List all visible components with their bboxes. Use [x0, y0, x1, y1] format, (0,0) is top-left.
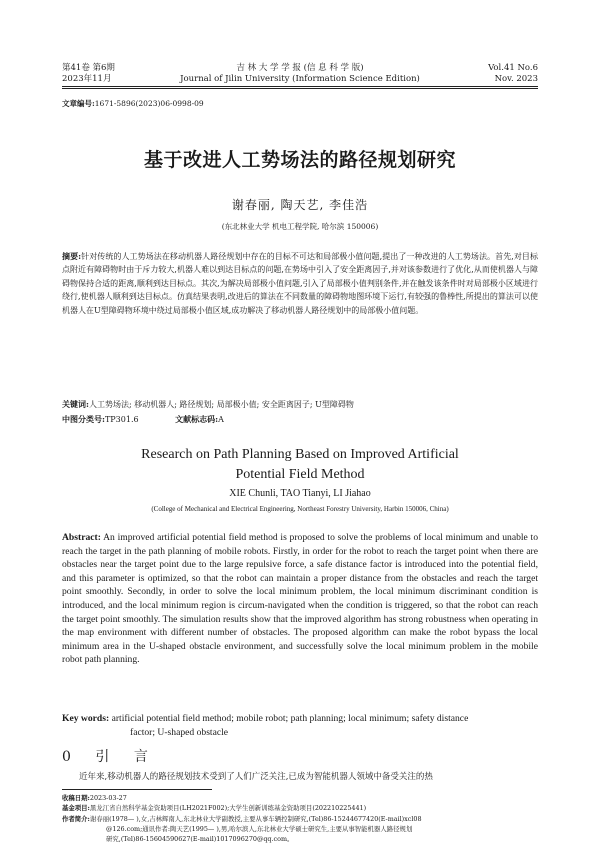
classification-line [62, 413, 224, 426]
footnote-fund [62, 803, 538, 813]
article-number-label: 文章编号: [62, 99, 95, 108]
abstract-cn [62, 250, 538, 317]
fund-label: 基金项目: [62, 804, 90, 813]
abstract-cn-text: 针对传统的人工势场法在移动机器人路径规划中存在的目标不可达和局部极小值问题,提出了一种改进的人工势场法。首先,对目标点附近有障碍物时由于斥力较大,机器人难以到达目标点的问题,在势场中引入了安全距离因子,并对该参数进行了优化,从而使机器人与障碍物保持合适的距离,顺利到达目标点。其次,为解决局部极小值问题,引入了局部极小值判别条件,并在触发该条件时对局部极小区域进行绕行,使机器人顺利到达目标点。仿真结果表明,改进后的算法在不同数量的障碍物地图环境下运行,有较强的鲁棒性,所提出的算法可以使机器人在U型障碍物环境中绕过局部极小值区域,成功解决了移动机器人路径规划中的局部极小值问题。 [62, 252, 538, 315]
title-en-line2: Potential Field Method [235, 467, 365, 482]
authors-cn: 谢春丽, 陶天艺, 李佳浩 [231, 198, 369, 212]
keywords-en-line1: artificial potential field method; mobile robot; path planning; local minimum; safety distance [111, 713, 469, 724]
affiliation-en: (College of Mechanical and Electrical Engineering, Northeast Forestry University, Harbin 150006, China) [151, 505, 449, 513]
clc-value: TP301.6 [104, 415, 139, 424]
author-bio-line2: @126.com;通讯作者:陶天艺(1995— ),男,哈尔滨人,东北林业大学硕士研究生,主要从事智能机器人路径规划 [106, 824, 413, 833]
section-number: 0 [62, 749, 81, 765]
doc-code-value: A [218, 415, 224, 424]
abstract-cn-label: 摘要: [62, 251, 82, 261]
header-right [488, 63, 538, 85]
title-cn: 基于改进人工势场法的路径规划研究 [143, 149, 456, 171]
article-number [62, 98, 204, 109]
header-rule-thick [62, 86, 538, 87]
article-number-value: 1671-5896(2023)06-0998-09 [94, 99, 204, 108]
section-title: 引 言 [95, 749, 158, 765]
clc-label: 中图分类号: [62, 414, 105, 424]
received-label: 收稿日期: [62, 794, 90, 802]
title-en-line1: Research on Path Planning Based on Improved Artificial [141, 447, 459, 462]
abstract-en-label: Abstract: [62, 532, 101, 543]
affiliation-cn: (东北林业大学 机电工程学院, 哈尔滨 150006) [221, 222, 379, 231]
volume-issue-cn: 第41卷 第6期 [62, 63, 115, 73]
intro-paragraph: 近年来,移动机器人的路径规划技术受到了人们广泛关注,已成为智能机器人领域中备受关注的热 [79, 772, 433, 782]
footnote-author [62, 814, 538, 845]
keywords-cn [62, 398, 538, 411]
journal-name-en: Journal of Jilin University (Information Science Edition) [180, 74, 420, 84]
date-cn: 2023年11月 [62, 74, 112, 84]
footnote-received [62, 793, 538, 803]
title-en [62, 445, 538, 485]
keywords-en [62, 712, 538, 739]
section-heading [62, 746, 158, 766]
footnotes [62, 793, 538, 844]
header-left [62, 63, 115, 85]
date-en: Nov. 2023 [494, 74, 538, 84]
authors-en: XIE Chunli, TAO Tianyi, LI Jiahao [229, 488, 371, 499]
abstract-en-text: An improved artificial potential field method is proposed to solve the problems of local minimum and unable to reach the target in the path planning of mobile robots. Firstly, in order for the robot to reach the target point when there are obstacles near the target point due to the large repulsive force, a safe distance factor is introduced into the potential field, and this parameter is optimized, so that the robot can maintain a proper distance from the obstacles and reach the target point smoothly. Secondly, in order to solve the local minimum problem, the local minimum discriminant condition is introduced, and the local minimum region is circum-navigated when the condition is triggered, so that the robot can reach the target point smoothly. The simulation results show that the improved algorithm has strong robustness when operating in the map environment with different number of obstacles. The proposed algorithm can make the robot bypass the local minimum area in the U-shaped obstacle environment, and successfully solve the local minimum problem in the mobile robot path planning. [62, 532, 538, 666]
keywords-cn-label: 关键词: [62, 399, 89, 409]
keywords-cn-text: 人工势场法; 移动机器人; 路径规划; 局部极小值; 安全距离因子; U型障碍物 [88, 400, 354, 409]
author-bio-label: 作者简介: [62, 814, 90, 823]
keywords-en-line2: factor; U-shaped obstacle [130, 726, 229, 738]
header-center [160, 63, 440, 85]
fund-text: 黑龙江省自然科学基金资助项目(LH2021F002);大学生创新训练基金资助项目(202210225441) [89, 804, 367, 813]
author-bio-line3: 研究,(Tel)86-15604590627(E-mail)1017096270@qq.com。 [106, 835, 294, 844]
footnote-rule [62, 789, 212, 790]
author-bio-line1: 谢春丽(1978— ),女,吉林辉南人,东北林业大学副教授,主要从事车辆控制研究,(Tel)86-15244677420(E-mail)xcl08 [89, 814, 422, 823]
doc-code-label: 文献标志码: [175, 414, 219, 424]
received-date: 2023-03-27 [89, 794, 127, 802]
keywords-en-label: Key words: [62, 713, 110, 724]
header-rule-thin [62, 88, 538, 89]
volume-issue-en: Vol.41 No.6 [488, 63, 538, 73]
journal-name-cn: 吉 林 大 学 学 报 (信 息 科 学 版) [236, 63, 364, 73]
abstract-en [62, 531, 538, 667]
